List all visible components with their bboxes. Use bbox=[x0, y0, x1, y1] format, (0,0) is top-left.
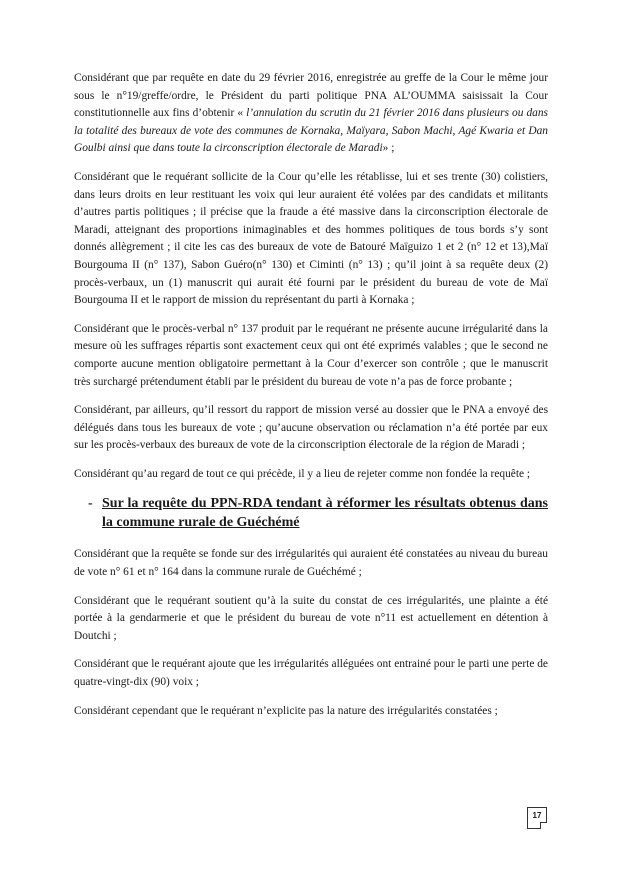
paragraph-5: Considérant qu’au regard de tout ce qui précède, il y a lieu de rejeter comme non fondée la requête ; bbox=[74, 467, 531, 480]
paragraph-1-end: » ; bbox=[382, 142, 395, 155]
paragraph-6: Considérant que la requête se fonde sur des irrégularités qui auraient été constatées au niveau du bureau de vote n° 61 et n° 164 dans la commune rurale de Guéchémé ; bbox=[74, 548, 548, 579]
paragraph-1-quote: l’annulation du scrutin du 21 février 2016 dans plusieurs ou dans la totalité des bureaux de vote des communes de Kornaka, Maïyara, Sabon Machi, Agé Kwaria et Dan Goulbi ainsi que dans toute la circonscription électorale de Maradi bbox=[74, 107, 548, 155]
paragraph-1-intro: Considérant que par requête en date du 29 février 2016, enregistrée au greffe de la Cour le même jour sous le n°19/greffe/ordre, le Président du parti politique PNA AL’OUMMA saisissait la Cour constitutionnelle aux fins d’obtenir « bbox=[74, 72, 548, 120]
paragraph-8: Considérant que le requérant ajoute que les irrégularités alléguées ont entrainé pour le parti une perte de quatre-vingt-dix (90) voix ; bbox=[74, 658, 548, 689]
document-page bbox=[74, 70, 548, 731]
heading-text: Sur la requête du PPN-RDA tendant à réformer les résultats obtenus dans la commune rurale de Guéchémé bbox=[102, 496, 548, 531]
section-heading bbox=[74, 494, 548, 532]
paragraph-2: Considérant que le requérant sollicite de la Cour qu’elle les rétablisse, lui et ses trente (30) colistiers, dans leurs droits en leur restituant les voix qui leur auraient été volées par des candidats et militants d’autres partis politiques ; il précise que la fraude a été massive dans la circonscription électorale de Maradi, atteignant des proportions inimaginables et des hommes politiques de tous bords s’y sont donnés allègrement ; il cite les cas des bureaux de vote de Batouré Maïguizo 1 et 2 (n° 12 et 13),Maï Bourgouma II (n° 137), Sabon Guéro(n° 130) et Ciminti (n° 13) ; qu’il joint à sa requête deux (2) procès-verbaux, un (1) manuscrit qui aurait été fourni par le président du bureau de vote de Maï Bourgouma II et le rapport de mission du représentant du parti à Kornaka ; bbox=[74, 170, 548, 307]
paragraph-9: Considérant cependant que le requérant n’explicite pas la nature des irrégularités constatées ; bbox=[74, 704, 498, 717]
paragraph-3: Considérant que le procès-verbal n° 137 produit par le requérant ne présente aucune irrégularité dans la mesure où les suffrages répartis sont exactement ceux qui ont été exprimés valables ; que le second ne comporte aucune mention obligatoire permettant à la Cour d’exercer son contrôle ; que le manuscrit très surchargé prétendument établi par le président du bureau de vote n’a pas de force probante ; bbox=[74, 322, 548, 388]
page-number: 17 bbox=[527, 807, 547, 829]
paragraph-7: Considérant que le requérant soutient qu’à la suite du constat de ces irrégularités, une plainte a été portée à la gendarmerie et que le président du bureau de vote n°11 est actuellement en détention à Doutchi ; bbox=[74, 594, 548, 642]
heading-dash: - bbox=[88, 496, 93, 512]
paragraph-4: Considérant, par ailleurs, qu’il ressort du rapport de mission versé au dossier que le PNA a envoyé des délégués dans tous les bureaux de vote ; qu’aucune observation ou réclamation n’a été portée par eux sur les procès-verbaux des bureaux de vote de la circonscription électorale de la région de Maradi ; bbox=[74, 404, 548, 452]
paragraph-1 bbox=[74, 70, 548, 158]
